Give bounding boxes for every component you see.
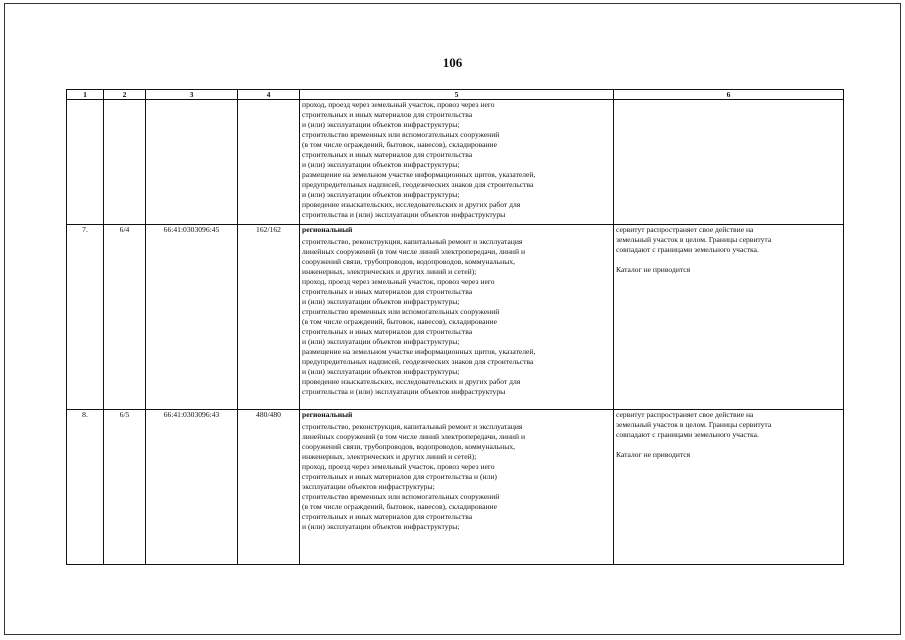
purpose-line: сооружений связи, трубопроводов, водопроводов, коммунальных, [302, 257, 516, 266]
table-header-row [67, 90, 844, 100]
purpose-line: и (или) эксплуатации объектов инфраструктуры; [302, 120, 460, 129]
cell-area: 480/480 [238, 410, 300, 565]
purpose-line: и (или) эксплуатации объектов инфраструктуры; [302, 160, 460, 169]
cell-purpose [300, 100, 614, 225]
cell-note [614, 225, 844, 410]
purpose-line: и (или) эксплуатации объектов инфраструктуры; [302, 190, 460, 199]
purpose-line: сооружений связи, трубопроводов, водопроводов, коммунальных, [302, 442, 516, 451]
cell-note [614, 100, 844, 225]
purpose-line: размещение на земельном участке информационных щитов, указателей, [302, 347, 536, 356]
cell-num: 7. [67, 225, 104, 410]
page-number: 106 [442, 55, 463, 70]
table-row [67, 410, 844, 565]
purpose-line: эксплуатации объектов инфраструктуры; [302, 482, 435, 491]
purpose-line: инженерных, электрических и других линий и сетей); [302, 452, 477, 461]
servitude-type: региональный [302, 225, 353, 234]
servitude-type: региональный [302, 410, 353, 419]
table-row [67, 225, 844, 410]
purpose-line: строительство временных или вспомогательных сооружений [302, 130, 500, 139]
purpose-line: строительство, реконструкция, капитальный ремонт и эксплуатация [302, 422, 523, 431]
note-line: совпадают с границами земельного участка. [616, 430, 759, 439]
purpose-line: (в том числе ограждений, бытовок, навесов), складирование [302, 317, 497, 326]
cell-cadastral [146, 100, 238, 225]
purpose-line: строительство временных или вспомогательных сооружений [302, 307, 500, 316]
purpose-line: строительных и иных материалов для строительства [302, 327, 473, 336]
purpose-line: проход, проезд через земельный участок, провоз через него [302, 277, 495, 286]
cell-cadastral: 66:41:0303096:43 [146, 410, 238, 565]
header-col-1: 1 [67, 90, 104, 100]
header-col-6: 6 [614, 90, 844, 100]
purpose-line: строительство временных или вспомогательных сооружений [302, 492, 500, 501]
purpose-line: строительных и иных материалов для строительства [302, 110, 473, 119]
purpose-line: размещение на земельном участке информационных щитов, указателей, [302, 170, 536, 179]
purpose-line: предупредительных надписей, геодезических знаков для строительства [302, 180, 534, 189]
note-line: земельный участок в целом. Границы сервитута [616, 235, 772, 244]
note-line: совпадают с границами земельного участка. [616, 245, 759, 254]
purpose-line: проход, проезд через земельный участок, провоз через него [302, 100, 495, 109]
header-col-2: 2 [104, 90, 146, 100]
purpose-line: и (или) эксплуатации объектов инфраструктуры; [302, 297, 460, 306]
cell-num: 8. [67, 410, 104, 565]
purpose-line: предупредительных надписей, геодезических знаков для строительства [302, 357, 534, 366]
purpose-line: и (или) эксплуатации объектов инфраструктуры; [302, 522, 460, 531]
note-line: сервитут распространяет свое действие на [616, 410, 754, 419]
cell-purpose [300, 225, 614, 410]
catalog-note: Каталог не приводится [616, 450, 691, 459]
purpose-line: проход, проезд через земельный участок, провоз через него [302, 462, 495, 471]
header-col-4: 4 [238, 90, 300, 100]
purpose-line: строительных и иных материалов для строительства [302, 512, 473, 521]
servitude-table [66, 89, 844, 565]
purpose-line: строительных и иных материалов для строительства [302, 150, 473, 159]
note-line: сервитут распространяет свое действие на [616, 225, 754, 234]
purpose-line: проведение изыскательских, исследовательских и других работ для [302, 200, 521, 209]
purpose-line: строительных и иных материалов для строительства и (или) [302, 472, 497, 481]
cell-purpose [300, 410, 614, 565]
purpose-line: (в том числе ограждений, бытовок, навесов), складирование [302, 140, 497, 149]
catalog-note: Каталог не приводится [616, 265, 691, 274]
purpose-line: линейных сооружений (в том числе линий электропередачи, линий и [302, 432, 526, 441]
cell-area [238, 100, 300, 225]
purpose-line: линейных сооружений (в том числе линий электропередачи, линий и [302, 247, 526, 256]
header-col-5: 5 [300, 90, 614, 100]
purpose-line: строительства и (или) эксплуатации объектов инфраструктуры [302, 210, 506, 219]
cell-note [614, 410, 844, 565]
purpose-line: проведение изыскательских, исследовательских и других работ для [302, 377, 521, 386]
cell-lot [104, 100, 146, 225]
purpose-line: и (или) эксплуатации объектов инфраструктуры; [302, 337, 460, 346]
purpose-line: строительства и (или) эксплуатации объектов инфраструктуры [302, 387, 506, 396]
table-row-continuation [67, 100, 844, 225]
cell-cadastral: 66:41:0303096:45 [146, 225, 238, 410]
purpose-line: строительных и иных материалов для строительства [302, 287, 473, 296]
purpose-line: строительство, реконструкция, капитальный ремонт и эксплуатация [302, 237, 523, 246]
purpose-line: (в том числе ограждений, бытовок, навесов), складирование [302, 502, 497, 511]
purpose-line: инженерных, электрических и других линий и сетей); [302, 267, 477, 276]
header-col-3: 3 [146, 90, 238, 100]
cell-lot: 6/4 [104, 225, 146, 410]
cell-area: 162/162 [238, 225, 300, 410]
purpose-line: и (или) эксплуатации объектов инфраструктуры; [302, 367, 460, 376]
cell-lot: 6/5 [104, 410, 146, 565]
note-line: земельный участок в целом. Границы сервитута [616, 420, 772, 429]
cell-num [67, 100, 104, 225]
